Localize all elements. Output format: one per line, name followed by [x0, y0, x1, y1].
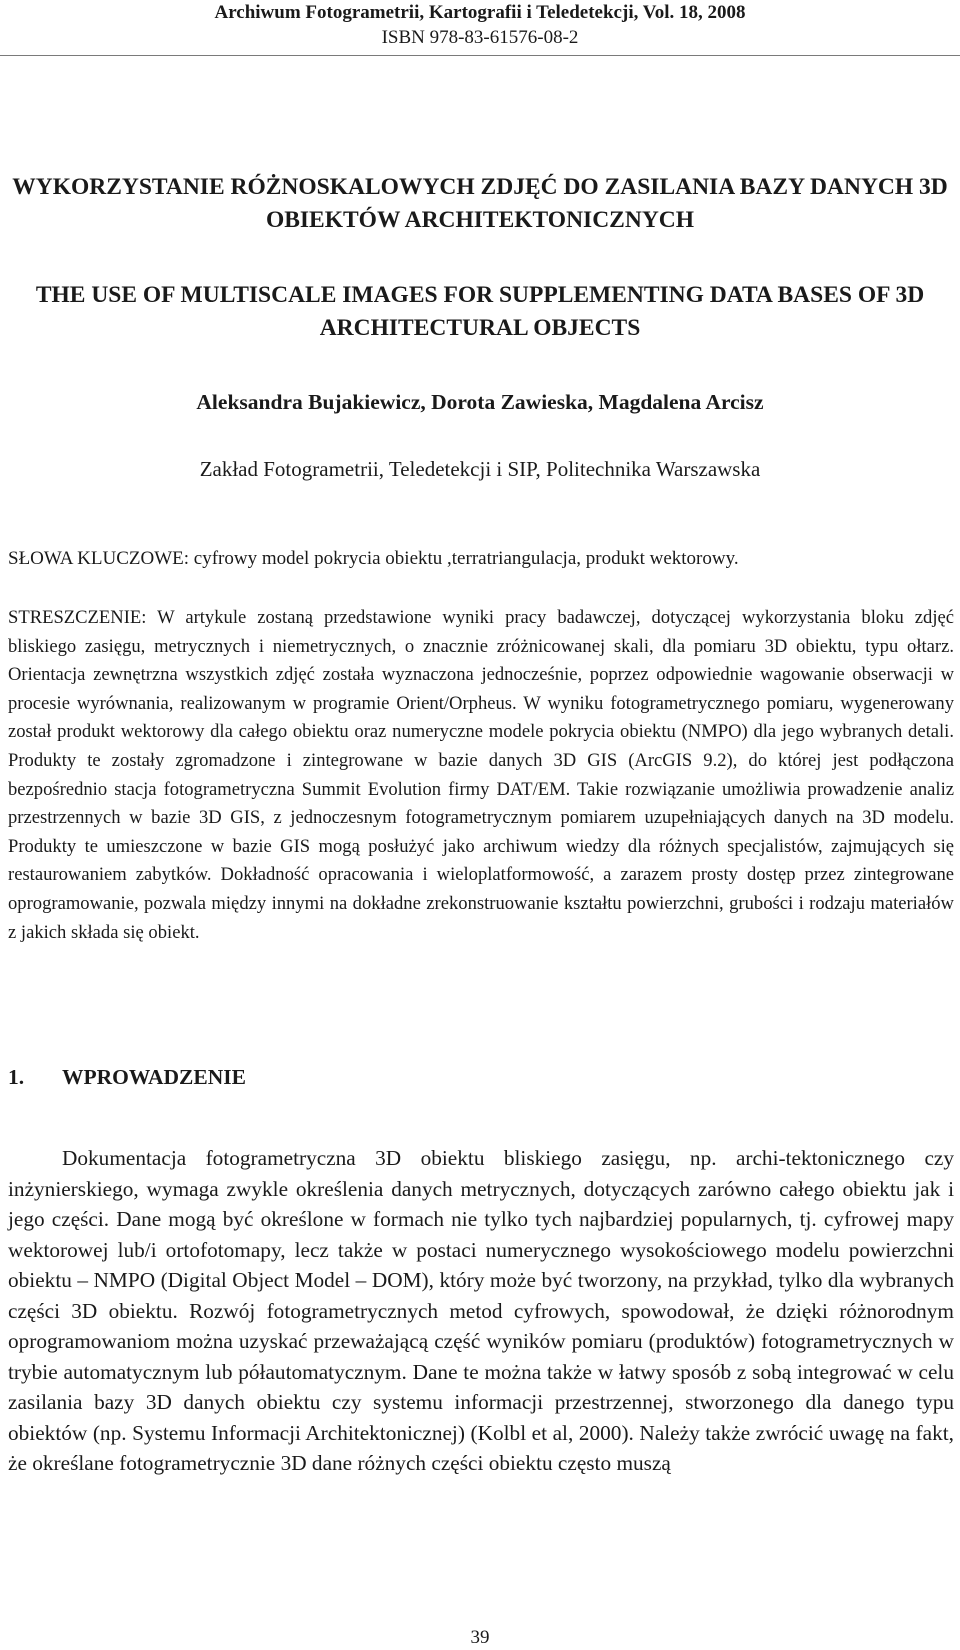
journal-title: Archiwum Fotogrametrii, Kartografii i Teledetekcji, Vol. 18, 2008 — [214, 2, 746, 23]
section-number: 1. — [8, 1065, 25, 1089]
abstract-label: STRESZCZENIE: — [8, 607, 147, 628]
abstract — [8, 604, 954, 947]
keywords — [8, 546, 958, 572]
isbn: ISBN 978-83-61576-08-2 — [381, 27, 579, 48]
affiliation: Zakład Fotogrametrii, Teledetekcji i SIP, Politechnika Warszawska — [199, 457, 761, 481]
abstract-text: W artykule zostaną przedstawione wyniki pracy badawczej, dotyczącej wykorzystania bloku zdjęć bliskiego zasięgu, metrycznych i niemetrycznych, o znacznie zróżnicowanej skali, dla pomiaru 3D obiektu, typu ołtarz. Orientacja zewnętrzna wszystkich zdjęć została wyznaczona jednocześnie, poprzez odpowiednie wagowanie obserwacji w procesie wyrównania, realizowanym w programie Orient/Orpheus. W wyniku fotogrametrycznego pomiaru, wygenerowany został produkt wektorowy dla całego obiektu oraz numeryczne modele pokrycia obiektu (NMPO) dla jego wybranych detali. Produkty te zostały zgromadzone i zintegrowane w bazie danych 3D GIS (ArcGIS 9.2), do której jest podłączona bezpośrednio stacja fotogrametryczna Summit Evolution firmy DAT/EM. Takie rozwiązanie umożliwia prowadzenie analiz przestrzennych w bazie 3D GIS, z jednoczesnym fotogrametrycznym pomiarem uzupełniających danych na 3D modelu. Produkty te umieszczone w bazie GIS mogą posłużyć jako archiwum wiedzy dla różnych specjalistów, zajmujących się restaurowaniem zabytków. Dokładność opracowania i wieloplatformowość, a zarazem prosty dostęp przez zintegrowane oprogramowanie, pozwala między innymi na dokładne zrekonstruowanie kształtu powierzchni, grubości i rodzaju materiałów z jakich składa się obiekt. — [8, 607, 954, 943]
paper-title-english: THE USE OF MULTISCALE IMAGES FOR SUPPLEMENTING DATA BASES OF 3D ARCHITECTURAL OBJECTS — [35, 282, 925, 341]
running-header — [0, 0, 960, 50]
keywords-label: SŁOWA KLUCZOWE: — [8, 548, 190, 569]
keywords-text: cyfrowy model pokrycia obiektu ,terratriangulacja, produkt wektorowy. — [189, 548, 739, 569]
authors: Aleksandra Bujakiewicz, Dorota Zawieska, Magdalena Arcisz — [196, 390, 764, 414]
header-rule — [0, 55, 960, 56]
section-heading — [8, 1063, 246, 1091]
paper-title-polish: WYKORZYSTANIE RÓŻNOSKALOWYCH ZDJĘĆ DO ZASILANIA BAZY DANYCH 3D OBIEKTÓW ARCHITEKTONICZNYCH — [12, 174, 948, 233]
section-title: WPROWADZENIE — [62, 1065, 246, 1089]
body-paragraph: Dokumentacja fotogrametryczna 3D obiektu bliskiego zasięgu, np. archi-tektonicznego czy inżynierskiego, wymaga zwykle określenia danych metrycznych, dotyczących zarówno całego obiektu jak i jego części. Dane mogą być określone w formach nie tylko tych najbardziej popularnych, tj. cyfrowej mapy wektorowej lub/i ortofotomapy, lecz także w postaci numerycznego wysokościowego modelu powierzchni obiektu – NMPO (Digital Object Model – DOM), który może być tworzony, na przykład, tylko dla wybranych części 3D obiektu. Rozwój fotogrametrycznych metod cyfrowych, spowodował, że dzięki różnorodnym oprogramowaniom można uzyskać przeważającą część wyników pomiaru (produktów) fotogrametrycznych w trybie automatycznym lub półautomatycznym. Dane te można także w łatwy sposób z sobą integrować w celu zasilania bazy 3D danych obiektu czy systemu informacji przestrzennej, stworzonego dla danego typu obiektów (np. Systemu Informacji Architektonicznej) (Kolbl et al, 2000). Należy także zwrócić uwagę na fakt, że określane fotogrametrycznie 3D dane różnych części obiektu często muszą — [8, 1146, 954, 1475]
page-number: 39 — [470, 1627, 490, 1648]
